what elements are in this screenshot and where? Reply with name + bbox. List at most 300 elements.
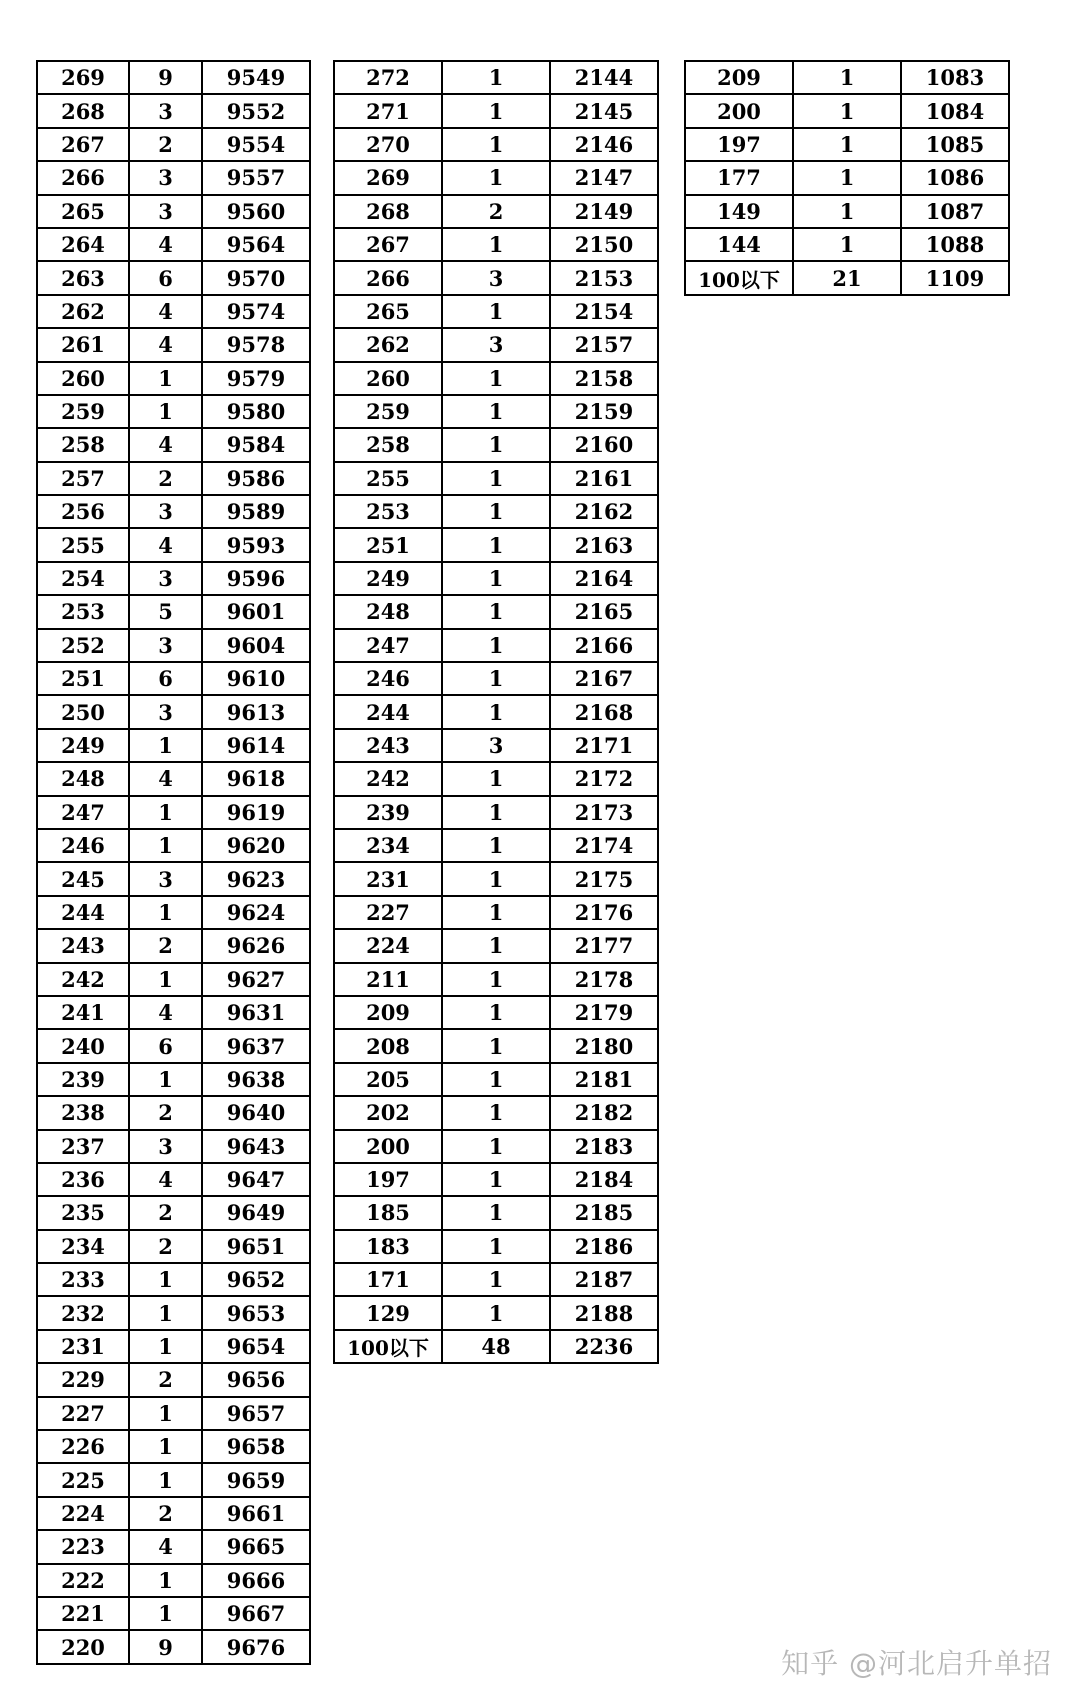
table-row (37, 1096, 310, 1129)
table-row (37, 328, 310, 361)
cumulative-cell: 9564 (202, 228, 310, 261)
score-cell: 227 (334, 896, 442, 929)
score-cell: 261 (37, 328, 129, 361)
count-cell: 1 (442, 1096, 550, 1129)
score-cell: 209 (334, 996, 442, 1029)
cumulative-cell: 9579 (202, 362, 310, 395)
count-cell: 1 (442, 829, 550, 862)
count-cell: 1 (442, 1163, 550, 1196)
score-cell: 259 (37, 395, 129, 428)
score-cell: 211 (334, 963, 442, 996)
table-row (37, 1163, 310, 1196)
count-cell: 1 (129, 796, 202, 829)
cumulative-cell: 9627 (202, 963, 310, 996)
cumulative-cell: 2171 (550, 729, 658, 762)
count-cell: 1 (442, 495, 550, 528)
table-row (334, 128, 658, 161)
cumulative-cell: 9604 (202, 629, 310, 662)
count-cell: 1 (442, 1130, 550, 1163)
score-cell: 236 (37, 1163, 129, 1196)
cumulative-cell: 9578 (202, 328, 310, 361)
table-row (334, 161, 658, 194)
table-row (334, 695, 658, 728)
cumulative-cell: 9651 (202, 1230, 310, 1263)
cumulative-cell: 9613 (202, 695, 310, 728)
count-cell: 1 (442, 128, 550, 161)
cumulative-cell: 2154 (550, 295, 658, 328)
score-cell: 235 (37, 1196, 129, 1229)
count-cell: 2 (129, 1363, 202, 1396)
count-cell: 1 (129, 896, 202, 929)
cumulative-cell: 2159 (550, 395, 658, 428)
cumulative-cell: 9676 (202, 1630, 310, 1663)
score-cell: 209 (685, 61, 793, 94)
table-row (334, 829, 658, 862)
count-cell: 1 (442, 695, 550, 728)
count-cell: 2 (442, 195, 550, 228)
count-cell: 1 (129, 829, 202, 862)
table-row (334, 629, 658, 662)
score-cell: 267 (37, 128, 129, 161)
count-cell: 1 (442, 1196, 550, 1229)
cumulative-cell: 9661 (202, 1497, 310, 1530)
score-cell: 247 (37, 796, 129, 829)
count-cell: 1 (129, 395, 202, 428)
table-row (334, 1330, 658, 1363)
score-cell: 262 (334, 328, 442, 361)
count-cell: 6 (129, 662, 202, 695)
table-row (37, 762, 310, 795)
table-row (334, 595, 658, 628)
score-cell: 247 (334, 629, 442, 662)
table-row (334, 929, 658, 962)
table-row (37, 128, 310, 161)
score-cell: 200 (685, 94, 793, 127)
cumulative-cell: 9586 (202, 462, 310, 495)
count-cell: 1 (793, 94, 901, 127)
score-cell: 149 (685, 195, 793, 228)
table-row (334, 195, 658, 228)
table-row (37, 428, 310, 461)
cumulative-cell: 9557 (202, 161, 310, 194)
count-cell: 2 (129, 1497, 202, 1530)
table-row (37, 662, 310, 695)
count-cell: 1 (442, 61, 550, 94)
table-row (334, 1029, 658, 1062)
score-cell: 263 (37, 261, 129, 294)
table-row (685, 261, 1009, 294)
score-cell: 257 (37, 462, 129, 495)
count-cell: 1 (129, 1430, 202, 1463)
count-cell: 1 (442, 1063, 550, 1096)
cumulative-cell: 2161 (550, 462, 658, 495)
cumulative-cell: 9596 (202, 562, 310, 595)
cumulative-cell: 9589 (202, 495, 310, 528)
cumulative-cell: 2186 (550, 1230, 658, 1263)
table-row (37, 1130, 310, 1163)
count-cell: 1 (793, 228, 901, 261)
cumulative-cell: 9560 (202, 195, 310, 228)
count-cell: 1 (793, 195, 901, 228)
score-cell: 144 (685, 228, 793, 261)
table-row (37, 595, 310, 628)
count-cell: 3 (129, 161, 202, 194)
cumulative-cell: 9580 (202, 395, 310, 428)
cumulative-cell: 9638 (202, 1063, 310, 1096)
score-cell: 266 (334, 261, 442, 294)
table-row (334, 395, 658, 428)
table-row (37, 629, 310, 662)
score-cell: 240 (37, 1029, 129, 1062)
score-cell: 183 (334, 1230, 442, 1263)
table-row (37, 1263, 310, 1296)
score-cell: 246 (334, 662, 442, 695)
count-cell: 2 (129, 462, 202, 495)
table-row (334, 762, 658, 795)
count-cell: 1 (129, 362, 202, 395)
score-cell: 100以下 (334, 1330, 442, 1363)
table-row (37, 695, 310, 728)
count-cell: 1 (129, 963, 202, 996)
table-row (685, 195, 1009, 228)
cumulative-cell: 2177 (550, 929, 658, 962)
score-cell: 246 (37, 829, 129, 862)
count-cell: 1 (442, 595, 550, 628)
count-cell: 4 (129, 762, 202, 795)
cumulative-cell: 2145 (550, 94, 658, 127)
count-cell: 3 (129, 629, 202, 662)
count-cell: 3 (442, 729, 550, 762)
cumulative-cell: 2149 (550, 195, 658, 228)
table-row (37, 495, 310, 528)
score-cell: 226 (37, 1430, 129, 1463)
cumulative-cell: 1083 (901, 61, 1009, 94)
table-row (37, 729, 310, 762)
cumulative-cell: 2184 (550, 1163, 658, 1196)
cumulative-cell: 1109 (901, 261, 1009, 294)
table-row (685, 61, 1009, 94)
count-cell: 1 (129, 1597, 202, 1630)
cumulative-cell: 9620 (202, 829, 310, 862)
cumulative-cell: 1085 (901, 128, 1009, 161)
score-cell: 271 (334, 94, 442, 127)
cumulative-cell: 9652 (202, 1263, 310, 1296)
count-cell: 4 (129, 328, 202, 361)
score-cell: 100以下 (685, 261, 793, 294)
count-cell: 4 (129, 1163, 202, 1196)
table-row (334, 1263, 658, 1296)
score-cell: 255 (334, 462, 442, 495)
cumulative-cell: 9665 (202, 1530, 310, 1563)
score-cell: 234 (334, 829, 442, 862)
table-row (334, 729, 658, 762)
score-table-b (333, 60, 659, 1364)
table-row (334, 1130, 658, 1163)
cumulative-cell: 2153 (550, 261, 658, 294)
cumulative-cell: 9570 (202, 261, 310, 294)
cumulative-cell: 9658 (202, 1430, 310, 1463)
count-cell: 6 (129, 1029, 202, 1062)
score-cell: 202 (334, 1096, 442, 1129)
score-cell: 258 (334, 428, 442, 461)
count-cell: 1 (442, 929, 550, 962)
table-row (37, 1630, 310, 1663)
count-cell: 3 (129, 862, 202, 895)
table-row (334, 1163, 658, 1196)
score-cell: 220 (37, 1630, 129, 1663)
score-cell: 227 (37, 1397, 129, 1430)
count-cell: 3 (129, 695, 202, 728)
table-row (334, 362, 658, 395)
table-row (37, 562, 310, 595)
score-cell: 129 (334, 1296, 442, 1329)
score-cell: 221 (37, 1597, 129, 1630)
score-cell: 177 (685, 161, 793, 194)
table-row (685, 161, 1009, 194)
cumulative-cell: 2164 (550, 562, 658, 595)
count-cell: 4 (129, 528, 202, 561)
score-cell: 269 (37, 61, 129, 94)
table-row (37, 362, 310, 395)
table-row (685, 94, 1009, 127)
count-cell: 1 (442, 862, 550, 895)
score-cell: 224 (37, 1497, 129, 1530)
cumulative-cell: 1086 (901, 161, 1009, 194)
table-row (37, 1196, 310, 1229)
count-cell: 1 (442, 161, 550, 194)
count-cell: 3 (129, 1130, 202, 1163)
cumulative-cell: 2147 (550, 161, 658, 194)
cumulative-cell: 2144 (550, 61, 658, 94)
table-row (37, 462, 310, 495)
count-cell: 1 (793, 128, 901, 161)
cumulative-cell: 2182 (550, 1096, 658, 1129)
table-row (334, 94, 658, 127)
count-cell: 1 (442, 295, 550, 328)
score-cell: 229 (37, 1363, 129, 1396)
cumulative-cell: 9667 (202, 1597, 310, 1630)
score-table-c (684, 60, 1010, 296)
count-cell: 1 (442, 629, 550, 662)
table-row (37, 929, 310, 962)
cumulative-cell: 2172 (550, 762, 658, 795)
count-cell: 1 (442, 996, 550, 1029)
score-cell: 208 (334, 1029, 442, 1062)
table-row (37, 862, 310, 895)
table-row (334, 428, 658, 461)
score-cell: 224 (334, 929, 442, 962)
score-cell: 264 (37, 228, 129, 261)
score-cell: 233 (37, 1263, 129, 1296)
table-row (334, 963, 658, 996)
count-cell: 4 (129, 996, 202, 1029)
table-row (37, 1363, 310, 1396)
table-row (37, 161, 310, 194)
cumulative-cell: 9584 (202, 428, 310, 461)
table-row (37, 1463, 310, 1496)
count-cell: 1 (442, 395, 550, 428)
count-cell: 1 (129, 1564, 202, 1597)
count-cell: 1 (442, 462, 550, 495)
count-cell: 1 (129, 1063, 202, 1096)
score-cell: 222 (37, 1564, 129, 1597)
cumulative-cell: 1088 (901, 228, 1009, 261)
cumulative-cell: 2157 (550, 328, 658, 361)
table-row (334, 562, 658, 595)
score-cell: 242 (37, 963, 129, 996)
count-cell: 1 (442, 796, 550, 829)
table-row (334, 495, 658, 528)
score-cell: 197 (334, 1163, 442, 1196)
table-row (37, 395, 310, 428)
cumulative-cell: 9626 (202, 929, 310, 962)
cumulative-cell: 9656 (202, 1363, 310, 1396)
score-cell: 225 (37, 1463, 129, 1496)
score-cell: 256 (37, 495, 129, 528)
score-cell: 267 (334, 228, 442, 261)
score-cell: 244 (37, 896, 129, 929)
table-row (37, 963, 310, 996)
count-cell: 1 (442, 762, 550, 795)
score-cell: 239 (334, 796, 442, 829)
table-row (37, 1296, 310, 1329)
table-row (37, 1497, 310, 1530)
cumulative-cell: 1084 (901, 94, 1009, 127)
cumulative-cell: 2178 (550, 963, 658, 996)
cumulative-cell: 9654 (202, 1330, 310, 1363)
count-cell: 2 (129, 1230, 202, 1263)
count-cell: 1 (793, 161, 901, 194)
count-cell: 3 (129, 495, 202, 528)
score-cell: 265 (37, 195, 129, 228)
table-row (334, 1096, 658, 1129)
cumulative-cell: 9549 (202, 61, 310, 94)
count-cell: 1 (442, 362, 550, 395)
count-cell: 1 (442, 428, 550, 461)
score-cell: 259 (334, 395, 442, 428)
count-cell: 1 (442, 1296, 550, 1329)
score-cell: 270 (334, 128, 442, 161)
score-cell: 266 (37, 161, 129, 194)
cumulative-cell: 2181 (550, 1063, 658, 1096)
count-cell: 4 (129, 228, 202, 261)
cumulative-cell: 9640 (202, 1096, 310, 1129)
table-row (37, 1597, 310, 1630)
table-row (334, 662, 658, 695)
table-row (37, 94, 310, 127)
cumulative-cell: 9618 (202, 762, 310, 795)
count-cell: 1 (129, 1296, 202, 1329)
score-cell: 258 (37, 428, 129, 461)
table-row (334, 796, 658, 829)
table-row (37, 896, 310, 929)
score-cell: 254 (37, 562, 129, 595)
table-row (334, 528, 658, 561)
table-row (334, 261, 658, 294)
score-cell: 260 (37, 362, 129, 395)
table-row (685, 128, 1009, 161)
count-cell: 1 (442, 228, 550, 261)
cumulative-cell: 2185 (550, 1196, 658, 1229)
score-cell: 239 (37, 1063, 129, 1096)
score-cell: 244 (334, 695, 442, 728)
cumulative-cell: 9647 (202, 1163, 310, 1196)
table-row (37, 1230, 310, 1263)
count-cell: 5 (129, 595, 202, 628)
count-cell: 1 (442, 963, 550, 996)
cumulative-cell: 1087 (901, 195, 1009, 228)
cumulative-cell: 2176 (550, 896, 658, 929)
score-cell: 241 (37, 996, 129, 1029)
count-cell: 1 (129, 1463, 202, 1496)
cumulative-cell: 9593 (202, 528, 310, 561)
cumulative-cell: 9554 (202, 128, 310, 161)
cumulative-cell: 2187 (550, 1263, 658, 1296)
cumulative-cell: 9552 (202, 94, 310, 127)
table-row (334, 896, 658, 929)
table-row (37, 1564, 310, 1597)
cumulative-cell: 2162 (550, 495, 658, 528)
cumulative-cell: 2168 (550, 695, 658, 728)
table-row (334, 228, 658, 261)
table-row (685, 228, 1009, 261)
count-cell: 1 (442, 1263, 550, 1296)
cumulative-cell: 9649 (202, 1196, 310, 1229)
cumulative-cell: 9666 (202, 1564, 310, 1597)
table-row (334, 1230, 658, 1263)
table-row (37, 61, 310, 94)
score-cell: 205 (334, 1063, 442, 1096)
score-cell: 249 (334, 562, 442, 595)
score-cell: 243 (37, 929, 129, 962)
table-row (37, 295, 310, 328)
score-cell: 269 (334, 161, 442, 194)
score-cell: 197 (685, 128, 793, 161)
score-cell: 243 (334, 729, 442, 762)
score-cell: 249 (37, 729, 129, 762)
count-cell: 3 (129, 94, 202, 127)
score-cell: 231 (37, 1330, 129, 1363)
table-row (37, 1397, 310, 1430)
count-cell: 1 (129, 729, 202, 762)
cumulative-cell: 2180 (550, 1029, 658, 1062)
cumulative-cell: 2167 (550, 662, 658, 695)
score-cell: 255 (37, 528, 129, 561)
count-cell: 3 (442, 261, 550, 294)
cumulative-cell: 9574 (202, 295, 310, 328)
table-row (334, 1196, 658, 1229)
score-cell: 253 (334, 495, 442, 528)
table-row (37, 195, 310, 228)
score-cell: 223 (37, 1530, 129, 1563)
count-cell: 9 (129, 1630, 202, 1663)
cumulative-cell: 9601 (202, 595, 310, 628)
table-row (37, 1029, 310, 1062)
count-cell: 1 (442, 896, 550, 929)
count-cell: 4 (129, 295, 202, 328)
cumulative-cell: 2163 (550, 528, 658, 561)
table-row (334, 462, 658, 495)
count-cell: 48 (442, 1330, 550, 1363)
cumulative-cell: 2236 (550, 1330, 658, 1363)
score-cell: 268 (334, 195, 442, 228)
cumulative-cell: 9637 (202, 1029, 310, 1062)
cumulative-cell: 9614 (202, 729, 310, 762)
cumulative-cell: 9643 (202, 1130, 310, 1163)
cumulative-cell: 2179 (550, 996, 658, 1029)
score-cell: 234 (37, 1230, 129, 1263)
table-row (37, 1330, 310, 1363)
